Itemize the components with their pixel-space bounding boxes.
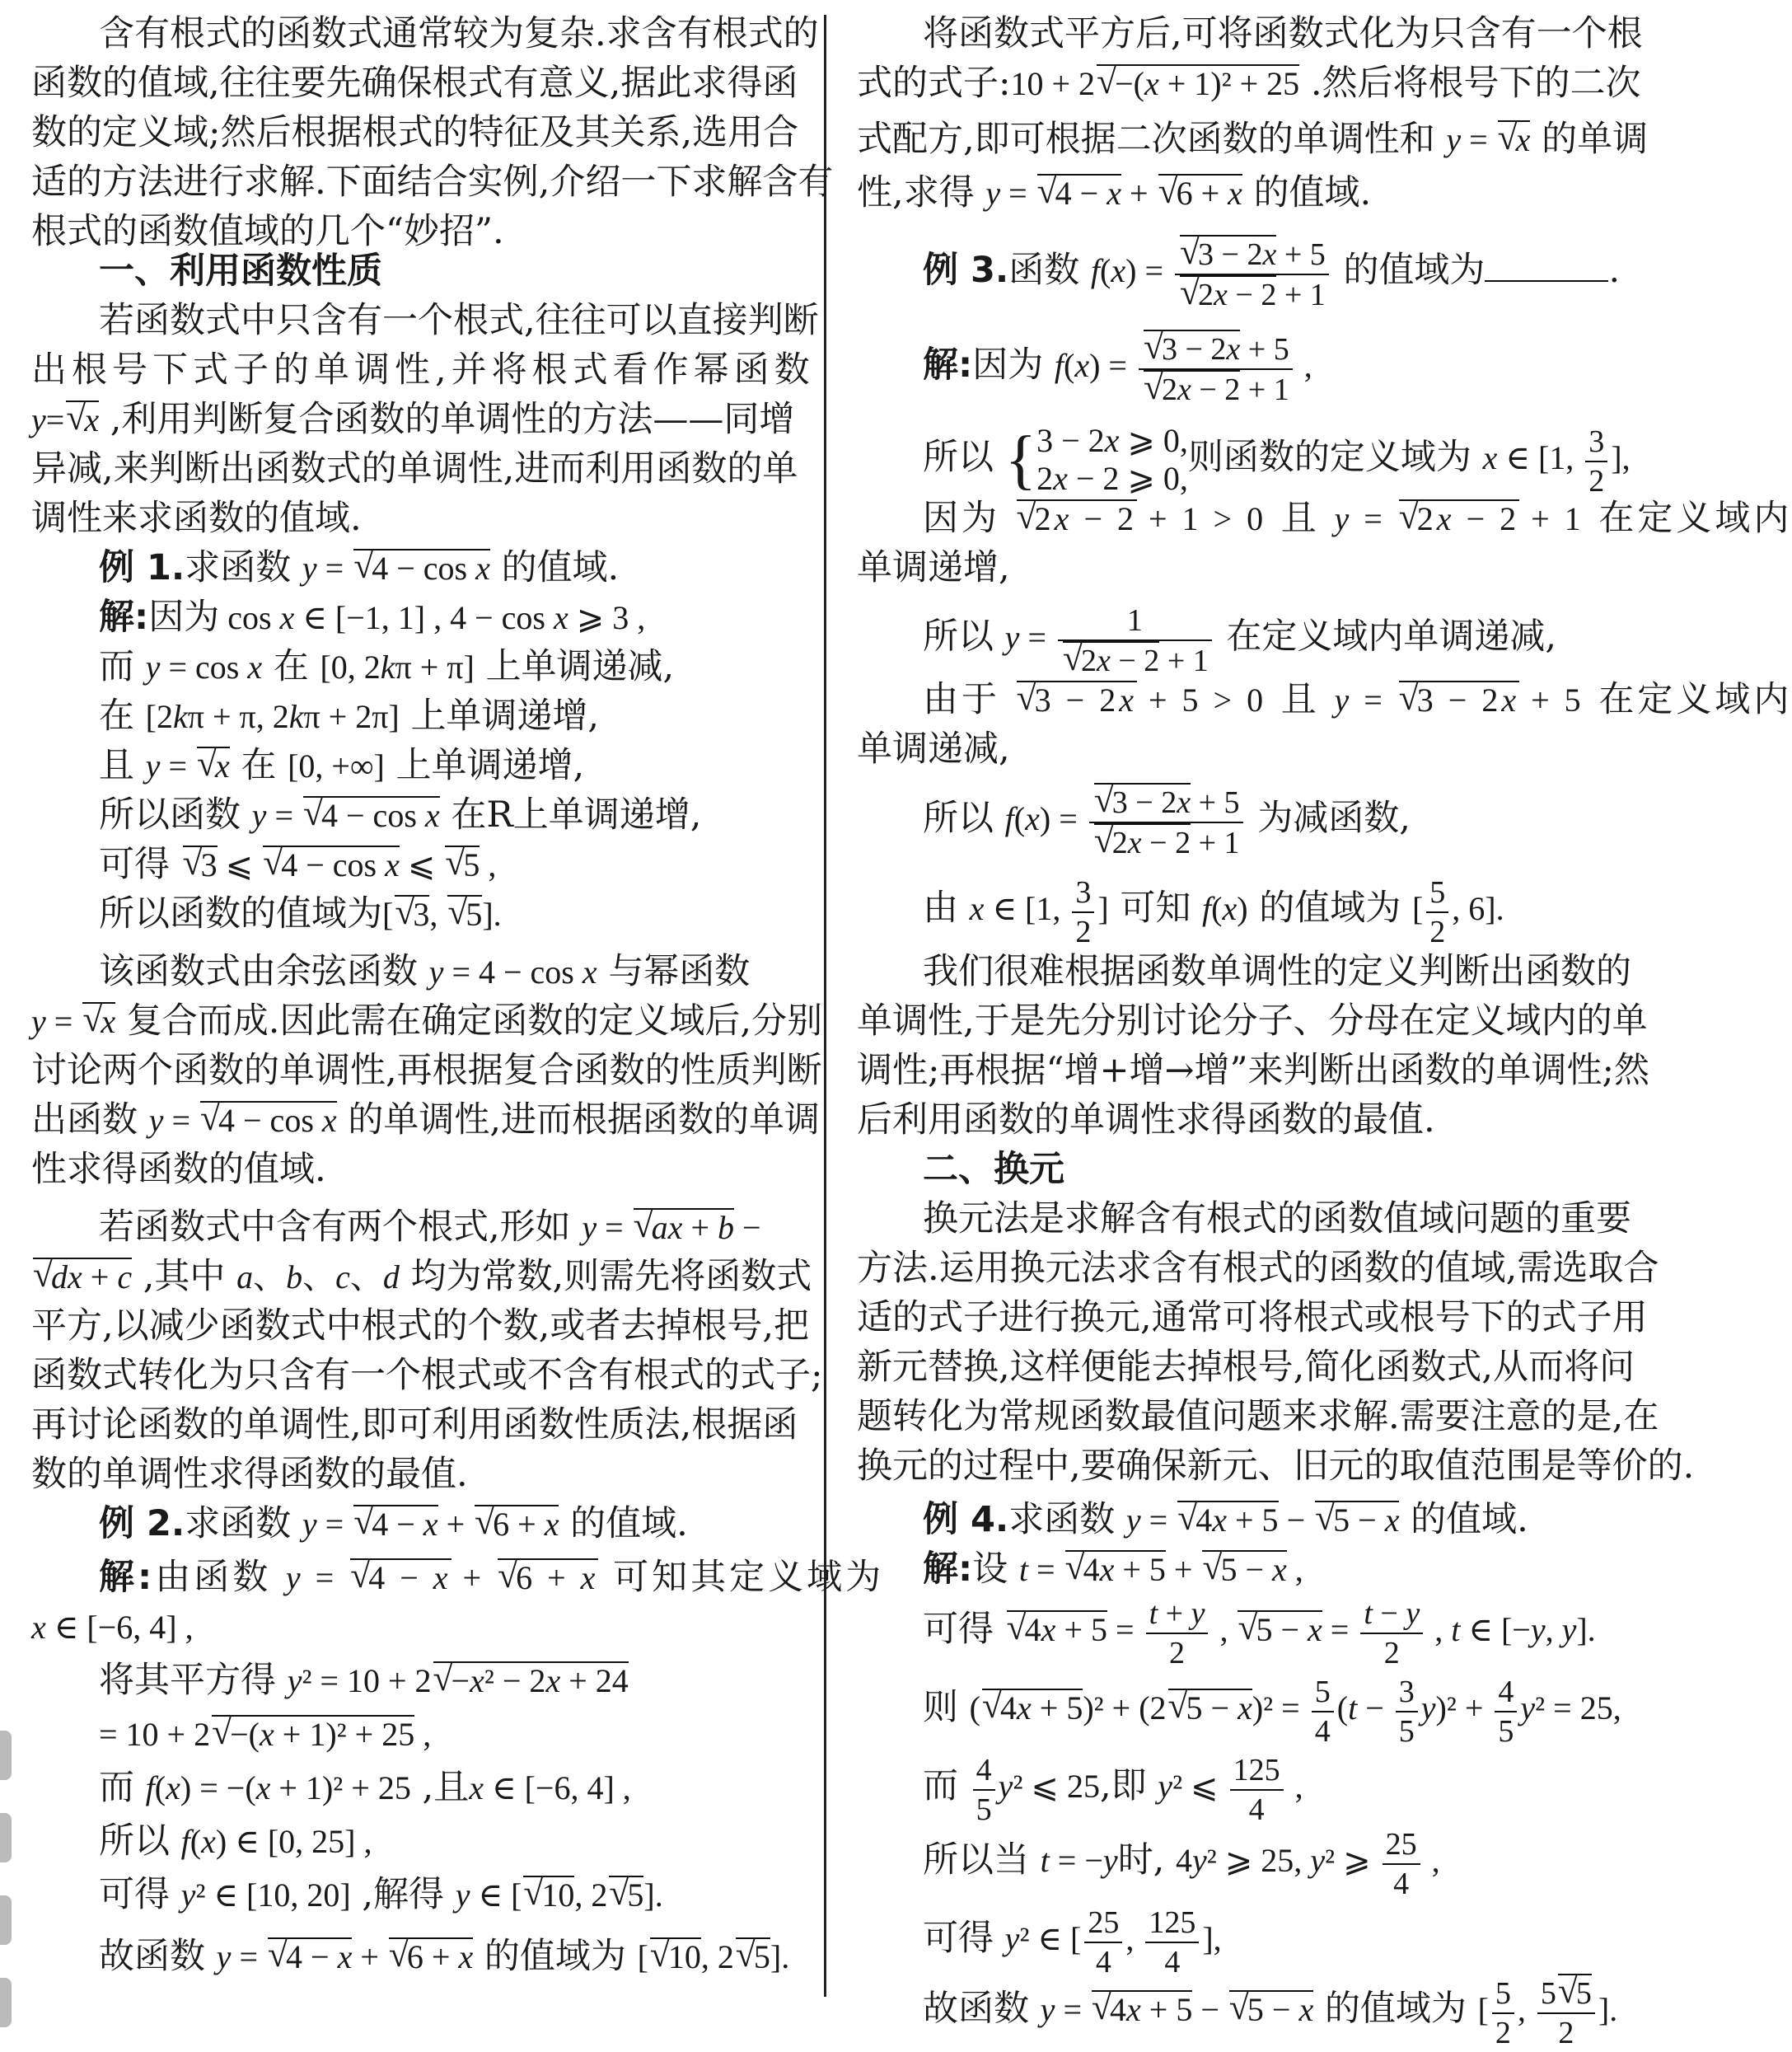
answer-blank (1485, 252, 1608, 282)
solution-3-line: 由 x ∈ [1, $\frac{3}{2}$ ] 可知 f(x) 的值域为 [ $\frac{5}{2}$ , 6]. (923, 875, 1504, 949)
solution-4-line: 则 (√ 4x + 5)² + (2√ 5 − x)² = $\frac{5}{4}$ (t − $\frac{3}{5}$ y)² + $\frac{4}{5}$ y² = 25, (923, 1673, 1621, 1750)
page-edge-mark (0, 1813, 12, 1862)
solution-2-line: 解:由函数 y = √ 4 − x + √ 6 + x 可知其定义域为 (99, 1553, 884, 1602)
solution-1-line: 所以函数 y = √ 4 − cos x 在R上单调递增, (99, 791, 701, 840)
solution-1-line: 在 [2kπ + π, 2kπ + 2π] 上单调递增, (99, 696, 600, 737)
para-line: y=√ x ,利用判断复合函数的单调性的方法——同增 (31, 396, 794, 444)
para-line: 式的式子:10 + 2√ −(x + 1)² + 25 .然后将根号下的二次 (857, 59, 1641, 108)
para-line: 换元的过程中,要确保新元、旧元的取值范围是等价的. (857, 1445, 1695, 1487)
solution-2-line: 可得 y² ∈ [10, 20] ,解得 y ∈ [√ 10, 2√ 5]. (99, 1871, 663, 1919)
para-line: 若函数式中只含有一个根式,往往可以直接判断 (99, 300, 819, 341)
section-heading-1: 一、利用函数性质 (99, 251, 382, 292)
solution-1-line: 所以函数的值域为[√ 3, √ 5]. (99, 890, 502, 939)
para-line: 调性来求函数的值域. (31, 498, 362, 539)
solution-2-line: = 10 + 2√ −(x + 1)² + 25 , (99, 1710, 431, 1759)
para-line: 数的单调性求得函数的最值. (31, 1454, 468, 1495)
para-line: 出根号下式子的单调性,并将根式看作幂函数 (31, 349, 815, 391)
intro-line: 适的方法进行求解.下面结合实例,介绍一下求解含有 (31, 162, 834, 203)
solution-3-line: 所以 f(x) = √ 3 − 2x + 5 √ 2x − 2 + 1 为减函数, (923, 783, 1411, 862)
solution-2-line: 故函数 y = √ 4 − x + √ 6 + x 的值域为 [√ 10, 2√ 5]. (99, 1933, 789, 1981)
para-line: 将函数式平方后,可将函数式化为只含有一个根 (923, 13, 1643, 54)
para-line: 出函数 y = √ 4 − cos x 的单调性,进而根据函数的单调 (31, 1096, 820, 1145)
solution-1-line: 解:因为 cos x ∈ [−1, 1] , 4 − cos x ⩾ 3 , (99, 597, 646, 638)
solution-1-line: 且 y = √ x 在 [0, +∞] 上单调递增, (99, 742, 584, 790)
solution-4-line: 而 $\frac{4}{5}$ y² ⩽ 25,即 y² ⩽ $\frac{125}{4}$ , (923, 1753, 1303, 1827)
para-line: 式配方,即可根据二次函数的单调性和 y = √ x 的单调 (857, 115, 1648, 164)
solution-2-line: 所以 f(x) ∈ [0, 25] , (99, 1820, 372, 1862)
para-line: 性,求得 y = √ 4 − x + √ 6 + x 的值域. (857, 169, 1371, 218)
solution-3-line: 单调递减, (857, 729, 1010, 770)
page-edge-mark (0, 1895, 12, 1945)
para-line: 性求得函数的值域. (31, 1149, 326, 1190)
column-divider (824, 15, 826, 1997)
solution-1-line: 而 y = cos x 在 [0, 2kπ + π] 上单调递减, (99, 646, 675, 687)
example-2: 例 2.求函数 y = √ 4 − x + √ 6 + x 的值域. (99, 1500, 688, 1548)
solution-2-line: x ∈ [−6, 4] , (31, 1609, 194, 1646)
solution-3-line: 所以 y = 1 √ 2x − 2 + 1 在定义域内单调递减, (923, 602, 1556, 680)
para-line: 后利用函数的单调性求得函数的最值. (857, 1099, 1435, 1141)
section-heading-2: 二、换元 (923, 1149, 1064, 1190)
para-line: y = √ x 复合而成.因此需在确定函数的定义域后,分别 (31, 997, 822, 1046)
intro-line: 根式的函数值域的几个“妙招”. (31, 211, 504, 252)
solution-4-line: 故函数 y = √ 4x + 5 − √ 5 − x 的值域为 [ $\frac{5}{2}$ , $\frac{5√ 5}{2}$ ]. (923, 1974, 1617, 2052)
solution-1-line: 可得 √ 3 ⩽ √ 4 − cos x ⩽ √ 5 , (99, 841, 496, 889)
para-line: 调性;再根据“增+增→增”来判断出函数的单调性;然 (857, 1050, 1649, 1091)
para-line: 新元替换,这样便能去掉根号,简化函数式,从而将问 (857, 1347, 1635, 1388)
solution-4-line: 可得 √ 4x + 5 = $\frac{t + y}{2}$ , √ 5 − x = $\frac{t - y}{2}$ , t ∈ [−y, y]. (923, 1595, 1596, 1672)
solution-2-line: 将其平方得 y² = 10 + 2√ −x² − 2x + 24 (99, 1656, 629, 1705)
solution-3-line: 由于 √ 3 − 2x + 5 > 0 且 y = √ 3 − 2x + 5 在定义域内 (923, 676, 1792, 724)
para-line: 换元法是求解含有根式的函数值域问题的重要 (923, 1198, 1631, 1239)
para-line: 再讨论函数的单调性,即可利用函数性质法,根据函 (31, 1404, 798, 1445)
para-line: 我们很难根据函数单调性的定义判断出函数的 (923, 951, 1631, 992)
para-line: 异减,来判断出函数式的单调性,进而利用函数的单 (31, 448, 798, 490)
para-line: 该函数式由余弦函数 y = 4 − cos x 与幂函数 (99, 951, 751, 992)
para-line: 若函数式中含有两个根式,形如 y = √ ax + b − (99, 1203, 761, 1252)
intro-line: 函数的值域,往往要先确保根式有意义,据此求得函 (31, 63, 798, 104)
example-1: 例 1.求函数 y = √ 4 − cos x 的值域. (99, 544, 619, 593)
solution-3-line: 解:因为 f(x) = √ 3 − 2x + 5 √ 2x − 2 + 1 , (923, 330, 1312, 409)
para-line: 适的式子进行换元,通常可将根式或根号下的式子用 (857, 1297, 1648, 1338)
page-edge-mark (0, 1731, 12, 1780)
page-edge-mark (0, 1978, 12, 2027)
para-line: 函数式转化为只含有一个根式或不含有根式的式子; (31, 1355, 823, 1396)
solution-3-line: 因为 √ 2x − 2 + 1 > 0 且 y = √ 2x − 2 + 1 在定义域内 (923, 494, 1792, 543)
solution-4-line: 解:设 t = √ 4x + 5 + √ 5 − x , (923, 1545, 1303, 1594)
solution-3-line: 所以 { 3 − 2x ⩾ 0, 2x − 2 ⩾ 0, 则函数的定义域为 x ∈ [1, $\frac{3}{2}$ ], (923, 422, 1631, 499)
example-4: 例 4.求函数 y = √ 4x + 5 − √ 5 − x 的值域. (923, 1496, 1528, 1544)
solution-4-line: 可得 y² ∈ [ $\frac{25}{4}$ , $\frac{125}{4}$ ], (923, 1905, 1222, 1979)
para-line: 方法.运用换元法求含有根式的函数的值域,需选取合 (857, 1248, 1659, 1289)
intro-line: 含有根式的函数式通常较为复杂.求含有根式的 (99, 13, 819, 54)
example-3: 例 3.函数 f(x) = √ 3 − 2x + 5 √ 2x − 2 + 1 的值域为 . (923, 235, 1620, 314)
intro-line: 数的定义域;然后根据根式的特征及其关系,选用合 (31, 112, 799, 153)
solution-2-line: 而 f(x) = −(x + 1)² + 25 ,且x ∈ [−6, 4] , (99, 1767, 631, 1808)
para-line: √ dx + c ,其中 a、b、c、d 均为常数,则需先将函数式 (31, 1253, 812, 1301)
para-line: 单调性,于是先分别讨论分子、分母在定义域内的单 (857, 1000, 1648, 1042)
para-line: 平方,以减少函数式中根式的个数,或者去掉根号,把 (31, 1305, 810, 1347)
para-line: 讨论两个函数的单调性,再根据复合函数的性质判断 (31, 1050, 822, 1091)
para-line: 题转化为常规函数最值问题来求解.需要注意的是,在 (857, 1396, 1659, 1437)
solution-3-line: 单调递增, (857, 547, 1010, 588)
solution-4-line: 所以当 t = −y时, 4y² ⩾ 25, y² ⩾ $\frac{25}{4}$ , (923, 1827, 1440, 1901)
